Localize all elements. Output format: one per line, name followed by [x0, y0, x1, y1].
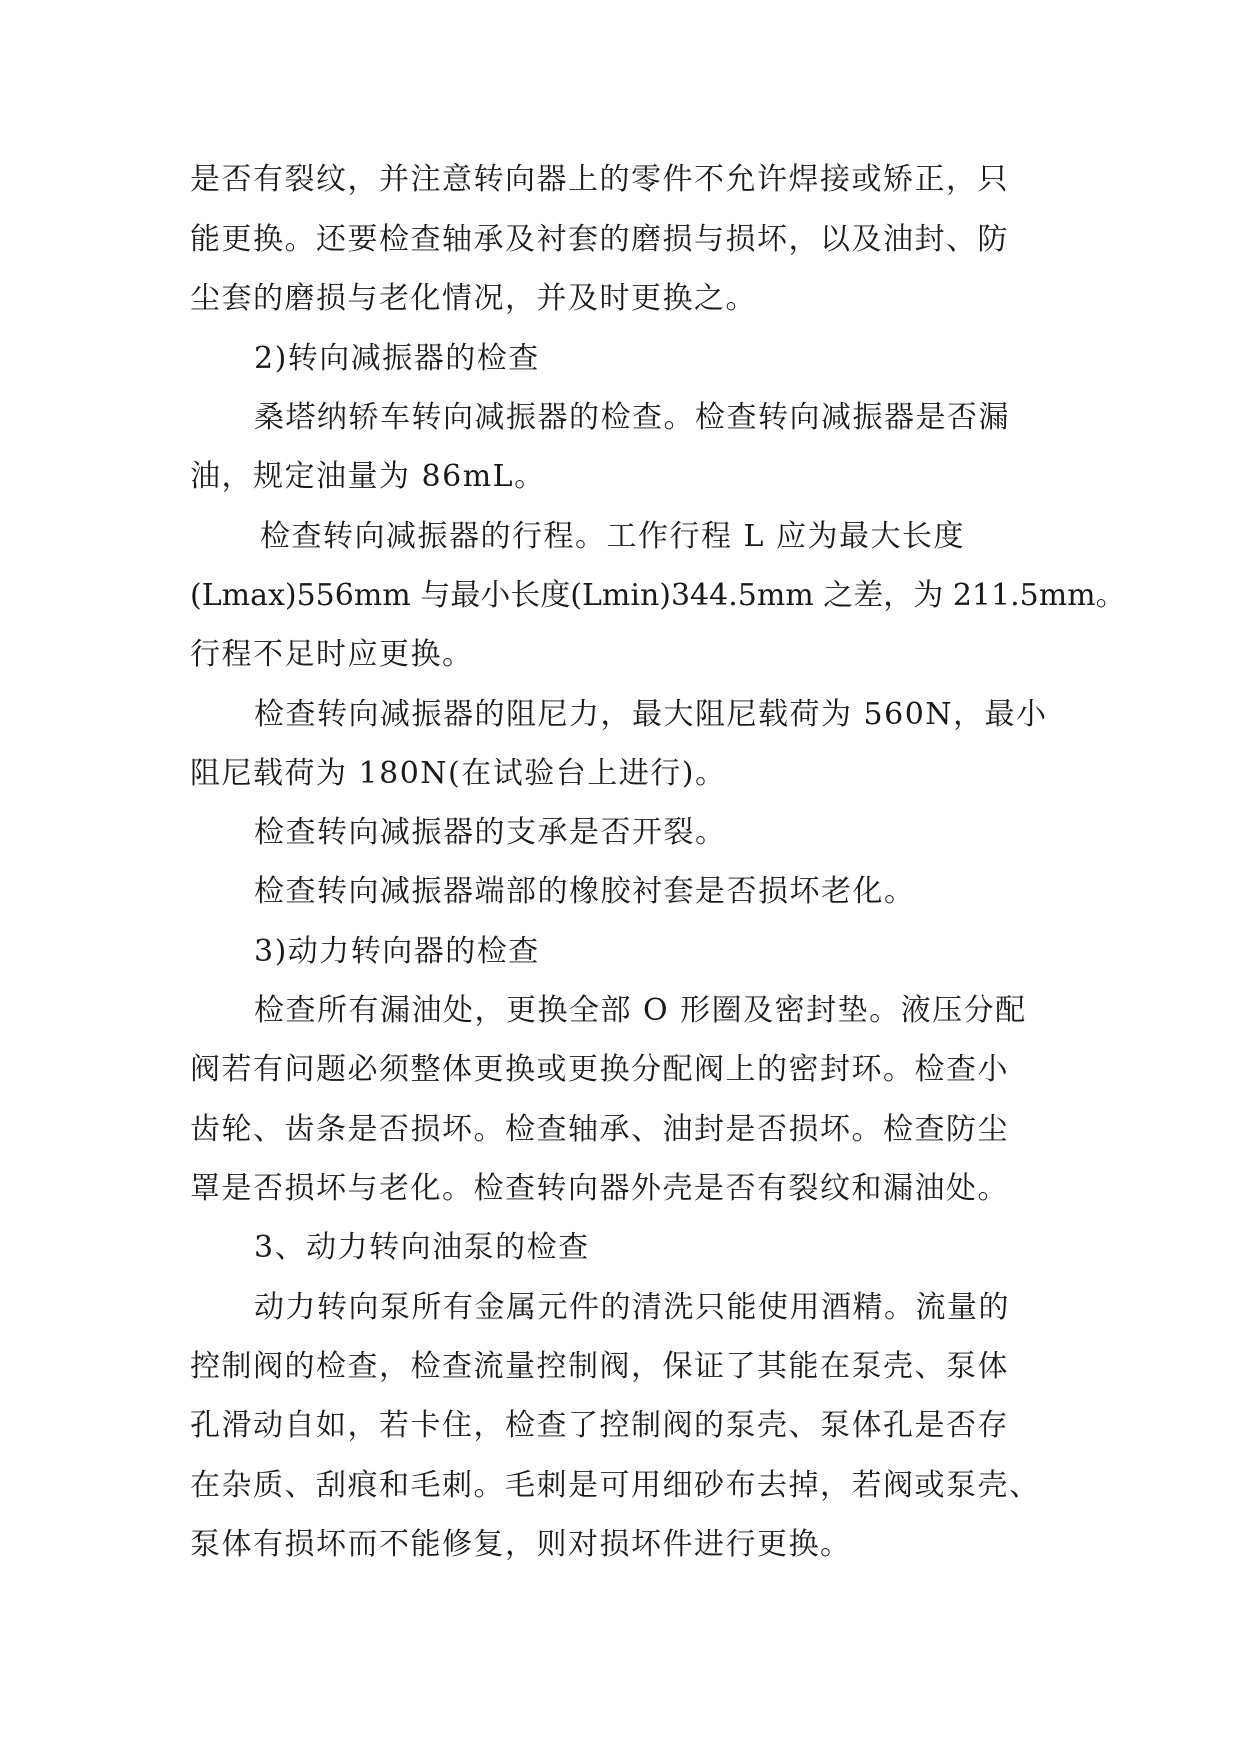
paragraph-line: 桑塔纳轿车转向减振器的检查。检查转向减振器是否漏 — [254, 400, 1010, 435]
paragraph-line: 检查所有漏油处，更换全部 O 形圈及密封垫。液压分配 — [254, 993, 1027, 1028]
section-heading: 3)动力转向器的检查 — [254, 934, 540, 969]
paragraph-line: 检查转向减振器端部的橡胶衬套是否损坏老化。 — [254, 874, 916, 909]
paragraph-line: 能更换。还要检查轴承及衬套的磨损与损坏，以及油封、防 — [190, 222, 1009, 257]
section-heading: 2)转向减振器的检查 — [254, 341, 540, 376]
paragraph-line: (Lmax)556mm 与最小长度(Lmin)344.5mm 之差，为 211.5mm。 — [190, 578, 1126, 613]
paragraph-line: 阻尼载荷为 180N(在试验台上进行)。 — [190, 756, 727, 791]
paragraph-line: 检查转向减振器的行程。工作行程 L 应为最大长度 — [260, 519, 965, 554]
paragraph-line: 动力转向泵所有金属元件的清洗只能使用酒精。流量的 — [254, 1290, 1010, 1325]
paragraph-line: 检查转向减振器的阻尼力，最大阻尼载荷为 560N，最小 — [254, 697, 1048, 732]
paragraph-line: 罩是否损坏与老化。检查转向器外壳是否有裂纹和漏油处。 — [190, 1171, 1009, 1206]
paragraph-line: 控制阀的检查，检查流量控制阀，保证了其能在泵壳、泵体 — [190, 1349, 1009, 1384]
paragraph-line: 在杂质、刮痕和毛刺。毛刺是可用细砂布去掉，若阀或泵壳、 — [190, 1468, 1041, 1503]
paragraph-line: 油，规定油量为 86mL。 — [190, 459, 546, 494]
paragraph-line: 是否有裂纹，并注意转向器上的零件不允许焊接或矫正，只 — [190, 162, 1009, 197]
paragraph-line: 阀若有问题必须整体更换或更换分配阀上的密封环。检查小 — [190, 1052, 1009, 1087]
paragraph-line: 尘套的磨损与老化情况，并及时更换之。 — [190, 281, 757, 316]
section-heading: 3、动力转向油泵的检查 — [254, 1230, 590, 1265]
paragraph-line: 检查转向减振器的支承是否开裂。 — [254, 815, 727, 850]
paragraph-line: 行程不足时应更换。 — [190, 637, 474, 672]
paragraph-line: 齿轮、齿条是否损坏。检查轴承、油封是否损坏。检查防尘 — [190, 1112, 1009, 1147]
paragraph-line: 孔滑动自如，若卡住，检查了控制阀的泵壳、泵体孔是否存 — [190, 1408, 1009, 1443]
paragraph-line: 泵体有损坏而不能修复，则对损坏件进行更换。 — [190, 1527, 852, 1562]
